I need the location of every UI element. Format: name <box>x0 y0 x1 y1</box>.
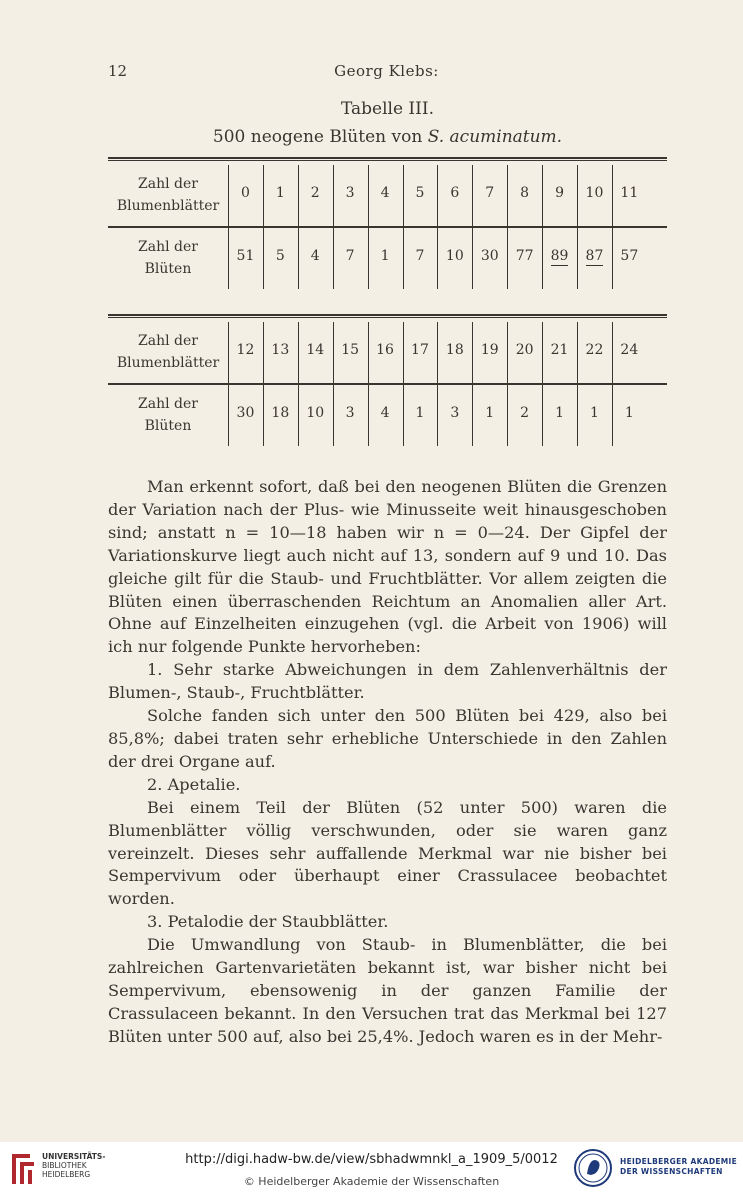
cell-value: 19 <box>480 342 499 358</box>
flower-count-cell <box>472 405 507 421</box>
row-label <box>108 330 228 374</box>
cell-value: 89 <box>550 248 569 264</box>
flower-count-cell <box>542 248 577 264</box>
flower-count-cell <box>577 248 612 264</box>
table-top-rule <box>108 160 667 161</box>
cell-value: 18 <box>271 405 290 421</box>
cell-value: 8 <box>520 185 530 201</box>
table-column-rule <box>368 165 369 289</box>
cell-value: 1 <box>275 185 285 201</box>
library-name-line: BIBLIOTHEK <box>42 1161 87 1170</box>
cell-value: 51 <box>236 248 255 264</box>
cell-value: 20 <box>515 342 534 358</box>
flower-count-cell <box>263 405 298 421</box>
flower-count-cell <box>333 248 368 264</box>
flower-count-cell <box>333 405 368 421</box>
table-column-rule <box>263 322 264 446</box>
cell-value: 5 <box>415 185 425 201</box>
row-label-line: Zahl der <box>138 176 198 192</box>
body-text <box>108 476 667 1049</box>
table-top-rule <box>108 317 667 318</box>
table-column-rule <box>472 165 473 289</box>
row-label-line: Blumenblätter <box>116 355 220 371</box>
table-column-rule <box>542 322 543 446</box>
table-column-rule <box>368 322 369 446</box>
paragraph: Man erkennt sofort, daß bei den neogenen Blüten die Grenzen der Variation nach der Plus- wie Minusseite weit hinausgeschoben sind; anstatt n = 10—18 haben wir n = 0—24. Der Gipfel der Variationskurve liegt auch nicht auf 13, sondern auf 9 und 10. Das gleiche gilt für die Staub- und Fruchtblätter. Vor allem zeigten die Blüten einen überraschenden Reichtum an Anomalien aller Art. Ohne auf Einzelheiten einzugehen (vgl. die Arbeit von 1906) will ich nur folgende Punkte hervorheben: <box>108 477 667 657</box>
petal-count-cell <box>368 342 403 358</box>
petal-count-cell <box>403 185 438 201</box>
flower-count-row <box>108 385 667 442</box>
petal-count-cell <box>263 185 298 201</box>
cell-value: 3 <box>345 185 355 201</box>
flower-count-cell <box>472 248 507 264</box>
table-column-rule <box>577 165 578 289</box>
table-column-rule <box>472 322 473 446</box>
petal-count-cell <box>333 185 368 201</box>
cell-value: 30 <box>480 248 499 264</box>
cell-value: 5 <box>275 248 285 264</box>
petal-count-cell <box>403 342 438 358</box>
flower-count-cell <box>228 405 263 421</box>
cell-value: 18 <box>445 342 464 358</box>
table-subtitle <box>108 127 667 147</box>
row-label <box>108 393 228 437</box>
cell-value: 1 <box>589 405 599 421</box>
row-label-line: Zahl der <box>138 239 198 255</box>
petal-count-cell <box>542 185 577 201</box>
academy-name <box>620 1157 737 1177</box>
table-top-rule <box>108 157 667 159</box>
petal-count-cell <box>472 342 507 358</box>
list-item-heading: 3. Petalodie der Staubblätter. <box>147 912 389 932</box>
petal-count-cell <box>507 342 542 358</box>
cell-value: 24 <box>620 342 639 358</box>
running-head <box>108 62 665 84</box>
petal-count-cell <box>577 342 612 358</box>
petal-count-cell <box>228 342 263 358</box>
petal-count-row <box>108 165 667 222</box>
flower-count-cell <box>542 405 577 421</box>
cell-value: 1 <box>555 405 564 421</box>
cell-value: 1 <box>380 248 390 264</box>
cell-value: 10 <box>585 185 604 201</box>
library-name-line: UNIVERSITÄTS- <box>42 1152 106 1161</box>
cell-value: 10 <box>445 248 464 264</box>
cell-value: 1 <box>415 405 425 421</box>
academy-seal-icon <box>573 1148 613 1188</box>
cell-value: 15 <box>341 342 360 358</box>
table-subtitle-species: S. acuminatum. <box>427 127 563 147</box>
row-label-line: Zahl der <box>138 333 198 349</box>
variation-table-part-2 <box>108 314 667 446</box>
table-column-rule <box>403 322 404 446</box>
page-number: 12 <box>108 62 128 80</box>
petal-count-cell <box>298 185 333 201</box>
table-column-rule <box>333 322 334 446</box>
library-name-line: HEIDELBERG <box>42 1170 91 1179</box>
table-column-rule <box>542 165 543 289</box>
cell-value: 2 <box>310 185 320 201</box>
table-column-rule <box>612 165 613 289</box>
flower-count-cell <box>263 248 298 264</box>
cell-value: 0 <box>240 185 250 201</box>
petal-count-cell <box>263 342 298 358</box>
cell-value: 13 <box>271 342 290 358</box>
flower-count-cell <box>403 405 438 421</box>
flower-count-row <box>108 228 667 285</box>
petal-count-cell <box>437 185 472 201</box>
table-column-rule <box>298 165 299 289</box>
table-column-rule <box>577 322 578 446</box>
flower-count-cell <box>507 248 542 264</box>
cell-value: 57 <box>620 248 639 264</box>
petal-count-cell <box>577 185 612 201</box>
paragraph: Solche fanden sich unter den 500 Blüten bei 429, also bei 85,8%; dabei traten sehr erhebliche Unterschiede in den Zahlen der drei Organe auf. <box>108 706 667 771</box>
academy-name-line: HEIDELBERGER AKADEMIE <box>620 1157 738 1166</box>
cell-value: 4 <box>380 185 390 201</box>
table-title: Tabelle III. <box>341 99 434 119</box>
flower-count-cell <box>368 248 403 264</box>
row-label-line: Blüten <box>144 418 192 434</box>
flower-count-cell <box>298 405 333 421</box>
petal-count-cell <box>507 185 542 201</box>
paragraph: Die Umwandlung von Staub- in Blumenblätter, die bei zahlreichen Gartenvarietäten bekannt ist, war bisher nicht bei Sempervivum, ebensowenig in der ganzen Familie der Crassulaceen bekannt. In den Versuchen trat das Merkmal bei 127 Blüten unter 500 auf, also bei 25,4%. Jedoch waren es in der Mehr- <box>108 935 667 1046</box>
petal-count-cell <box>228 185 263 201</box>
table-column-rule <box>507 165 508 289</box>
cell-value: 3 <box>345 405 355 421</box>
cell-value: 22 <box>585 342 604 358</box>
cell-value: 4 <box>380 405 390 421</box>
table-column-rule <box>263 165 264 289</box>
flower-count-cell <box>437 405 472 421</box>
cell-value: 10 <box>306 405 325 421</box>
viewer-footer <box>0 1142 743 1196</box>
row-label-line: Blumenblätter <box>116 198 220 214</box>
paragraph: Bei einem Teil der Blüten (52 unter 500) waren die Blumenblätter völlig verschwunden, oder sie waren ganz vereinzelt. Dieses sehr auffallende Merkmal war nie bisher bei Sempervivum oder überhaupt einer Crassulacee beobachtet worden. <box>108 797 667 909</box>
petal-count-cell <box>612 185 647 201</box>
variation-table-part-1 <box>108 157 667 287</box>
row-label <box>108 236 228 280</box>
permalink-url[interactable]: http://digi.hadw-bw.de/view/sbhadwmnkl_a_1909_5/0012 <box>185 1152 558 1167</box>
table-column-rule <box>437 165 438 289</box>
cell-value: 11 <box>620 185 639 201</box>
academy-name-line: DER WISSENSCHAFTEN <box>620 1167 723 1176</box>
cell-value: 7 <box>345 248 355 264</box>
cell-value: 9 <box>555 185 564 201</box>
row-label-line: Zahl der <box>138 396 198 412</box>
cell-value: 30 <box>236 405 255 421</box>
petal-count-cell <box>368 185 403 201</box>
table-top-rule <box>108 314 667 316</box>
petal-count-cell <box>298 342 333 358</box>
list-item-heading: 1. Sehr starke Abweichungen in dem Zahlenverhältnis der Blumen-, Staub-, Fruchtblätter. <box>108 660 667 703</box>
petal-count-row <box>108 322 667 379</box>
petal-count-cell <box>472 185 507 201</box>
table-column-rule <box>298 322 299 446</box>
table-column-rule <box>437 322 438 446</box>
flower-count-cell <box>403 248 438 264</box>
flower-count-cell <box>298 248 333 264</box>
table-column-rule <box>333 165 334 289</box>
flower-count-cell <box>577 405 612 421</box>
row-label <box>108 173 228 217</box>
flower-count-cell <box>228 248 263 264</box>
petal-count-cell <box>333 342 368 358</box>
cell-value: 6 <box>450 185 460 201</box>
flower-count-cell <box>368 405 403 421</box>
cell-value: 14 <box>306 342 325 358</box>
cell-value: 2 <box>520 405 530 421</box>
flower-count-cell <box>437 248 472 264</box>
table-column-rule <box>228 165 229 289</box>
table-column-rule <box>228 322 229 446</box>
cell-value: 1 <box>485 405 495 421</box>
cell-value: 87 <box>585 248 604 264</box>
cell-value: 16 <box>376 342 394 358</box>
copyright-notice: © Heidelberger Akademie der Wissenschaften <box>243 1175 500 1188</box>
table-column-rule <box>612 322 613 446</box>
cell-value: 3 <box>450 405 460 421</box>
cell-value: 12 <box>236 342 255 358</box>
petal-count-cell <box>437 342 472 358</box>
petal-count-cell <box>542 342 577 358</box>
list-item-heading: 2. Apetalie. <box>147 774 241 794</box>
running-head-author: Georg Klebs: <box>334 62 439 80</box>
cell-value: 7 <box>485 185 495 201</box>
table-subtitle-text: 500 neogene Blüten von <box>212 127 428 147</box>
flower-count-cell <box>612 405 647 421</box>
cell-value: 77 <box>515 248 534 264</box>
flower-count-cell <box>612 248 647 264</box>
table-column-rule <box>507 322 508 446</box>
table-column-rule <box>403 165 404 289</box>
flower-count-cell <box>507 405 542 421</box>
row-label-line: Blüten <box>144 261 192 277</box>
cell-value: 4 <box>310 248 320 264</box>
cell-value: 1 <box>624 405 634 421</box>
cell-value: 17 <box>411 342 429 358</box>
petal-count-cell <box>612 342 647 358</box>
cell-value: 7 <box>415 248 425 264</box>
cell-value: 21 <box>550 342 569 358</box>
